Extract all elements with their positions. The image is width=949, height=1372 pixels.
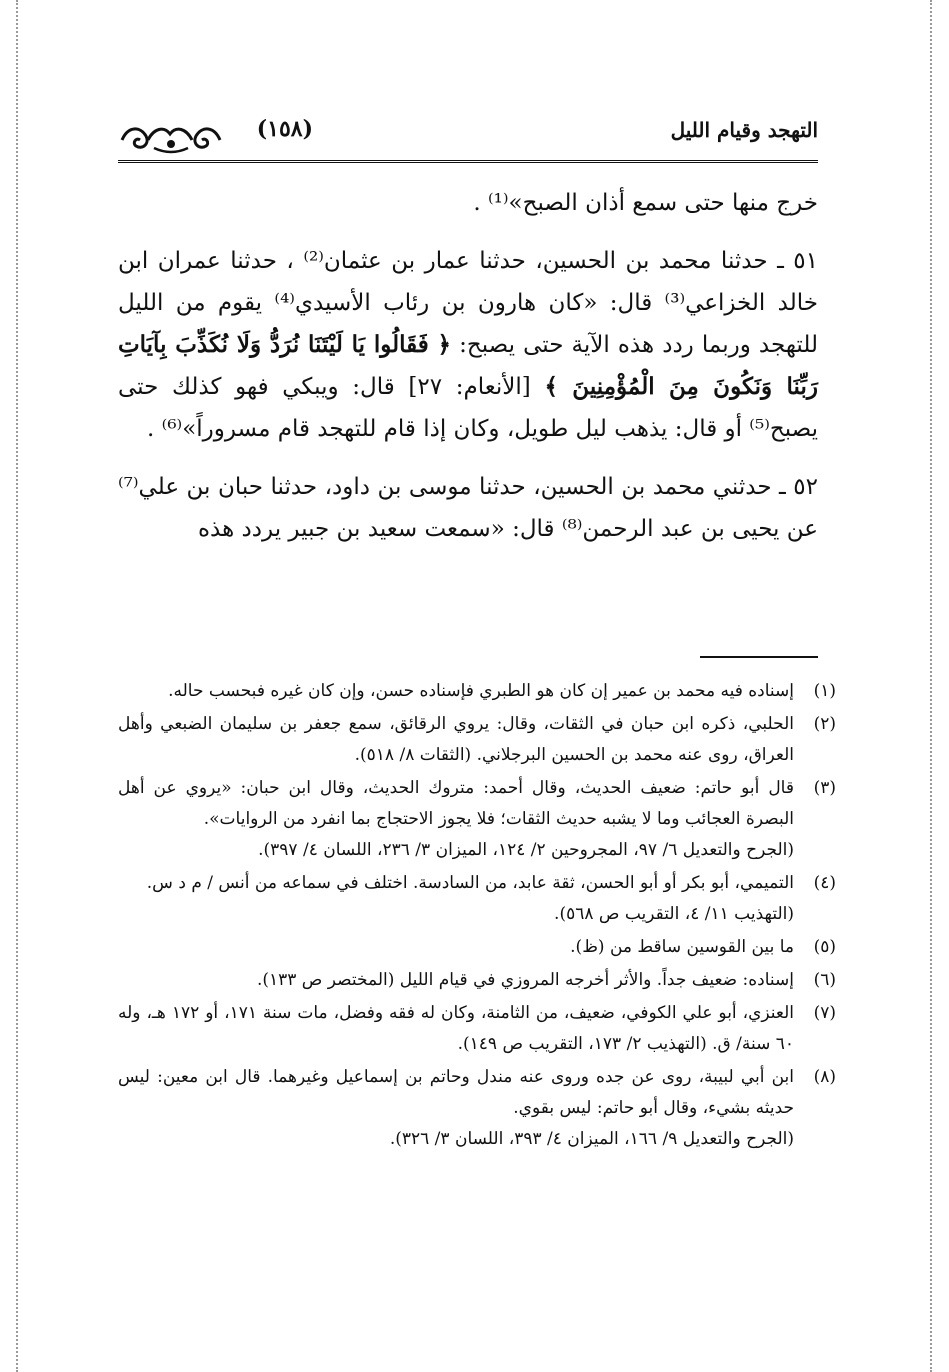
- main-text: [118, 182, 818, 550]
- footnote-text: إسناده: ضعيف جداً. والأثر أخرجه المروزي في قيام الليل (المختصر ص ١٣٣).: [256, 970, 794, 990]
- footnote: [118, 676, 836, 707]
- footnote-text: قال أبو حاتم: ضعيف الحديث، وقال أحمد: متروك الحديث، وقال ابن حبان: «يروي عن أهل البصرة العجائب وما لا يشبه حديث الثقات؛ فلا يجوز الاحتجاج بما انفرد من الروايات».: [118, 778, 794, 829]
- footnote: [118, 932, 836, 963]
- footnote: [118, 965, 836, 996]
- paragraph-continuation: خرج منها حتى سمع أذان الصبح»⁽¹⁾ .: [473, 190, 818, 216]
- footnote-reference: (الجرح والتعديل ٩/ ١٦٦، الميزان ٤/ ٣٩٣، اللسان ٣/ ٣٢٦).: [389, 1129, 794, 1149]
- footnote-text: الحلبي، ذكره ابن حبان في الثقات، وقال: يروي الرقائق، سمع جعفر بن سليمان الضبعي وأهل العراق، روى عنه محمد بن الحسين البرجلاني. (الثقات ٨/ ٥١٨).: [118, 714, 794, 765]
- paragraph-51: [118, 240, 818, 450]
- page-number: (١٥٨): [256, 116, 313, 142]
- scan-edge-right: [930, 0, 932, 1372]
- footnote: [118, 773, 836, 866]
- footnote: [118, 998, 836, 1060]
- footnote-reference: (الجرح والتعديل ٦/ ٩٧، المجروحين ٢/ ١٢٤، الميزان ٣/ ٢٣٦، اللسان ٤/ ٣٩٧).: [258, 840, 794, 860]
- footnote: [118, 709, 836, 771]
- footnote-number: (٧): [813, 1003, 836, 1023]
- footnote-number: (٣): [813, 778, 836, 798]
- footnotes: [118, 676, 836, 1155]
- footnote-separator: [700, 656, 818, 658]
- quran-verse: ﴿ فَقَالُوا يَا لَيْتَنَا نُرَدُّ وَلَا نُكَذِّبَ بِآيَاتِ رَبِّنَا وَنَكُونَ مِنَ الْمُؤْمِنِينَ ﴾: [118, 331, 818, 400]
- footnote-number: (٢): [813, 714, 836, 734]
- footnote-number: (٥): [813, 937, 836, 957]
- footnote-text: ابن أبي لبيبة، روى عن جده وروى عنه مندل وحاتم بن إسماعيل وغيرهما. قال ابن معين: ليس حديثه بشيء، وقال أبو حاتم: ليس بقوي.: [118, 1067, 794, 1118]
- scan-edge-left: [16, 0, 18, 1372]
- paragraph-51-start: ٥١ ـ حدثنا محمد بن الحسين، حدثنا عمار بن عثمان⁽²⁾ ، حدثنا عمران ابن خالد الخزاعي⁽³⁾ قال: «كان هارون بن رئاب الأسيدي⁽⁴⁾ يقوم من الليل للتهجد وربما ردد هذه الآية حتى يصبح:: [118, 248, 819, 358]
- paragraph-52: ٥٢ ـ حدثني محمد بن الحسين، حدثنا موسى بن داود، حدثنا حبان بن علي⁽⁷⁾ عن يحيى بن عبد الرحمن⁽⁸⁾ قال: «سمعت سعيد بن جبير يردد هذه: [118, 474, 818, 542]
- footnote-text: إسناده فيه محمد بن عمير إن كان هو الطبري فإسناده حسن، وإن كان غيره فبحسب حاله.: [168, 681, 794, 701]
- footnote-number: (٦): [813, 970, 836, 990]
- footnote-number: (٤): [813, 873, 836, 893]
- footnote-text: العنزي، أبو علي الكوفي، ضعيف، من الثامنة، وكان له فقه وفضل، مات سنة ١٧١، أو ١٧٢ هـ، وله ٦٠ سنة/ ق. (التهذيب ٢/ ١٧٣، التقريب ص ١٤٩).: [118, 1003, 795, 1054]
- footnote: [118, 1062, 836, 1155]
- running-header: [118, 118, 818, 158]
- footnote-text: التميمي، أبو بكر أو أبو الحسن، ثقة عابد، من السادسة. اختلف في سماعه من أنس / م د س.: [146, 873, 794, 893]
- footnote-number: (٨): [813, 1067, 836, 1087]
- paragraph-51-end: [الأنعام: ٢٧] قال: ويبكي فهو كذلك حتى يصبح⁽⁵⁾ أو قال: يذهب ليل طويل، وكان إذا قام للتهجد قام مسروراً»⁽⁶⁾ .: [118, 374, 818, 442]
- running-title: التهجد وقيام الليل: [670, 118, 818, 142]
- footnote-number: (١): [813, 681, 836, 701]
- ornament-icon: [118, 118, 224, 158]
- footnote-reference: (التهذيب ١١/ ٤، التقريب ص ٥٦٨).: [554, 904, 794, 924]
- header-rule: [118, 160, 818, 163]
- footnote-text: ما بين القوسين ساقط من (ظ).: [570, 937, 794, 957]
- footnote: [118, 868, 836, 930]
